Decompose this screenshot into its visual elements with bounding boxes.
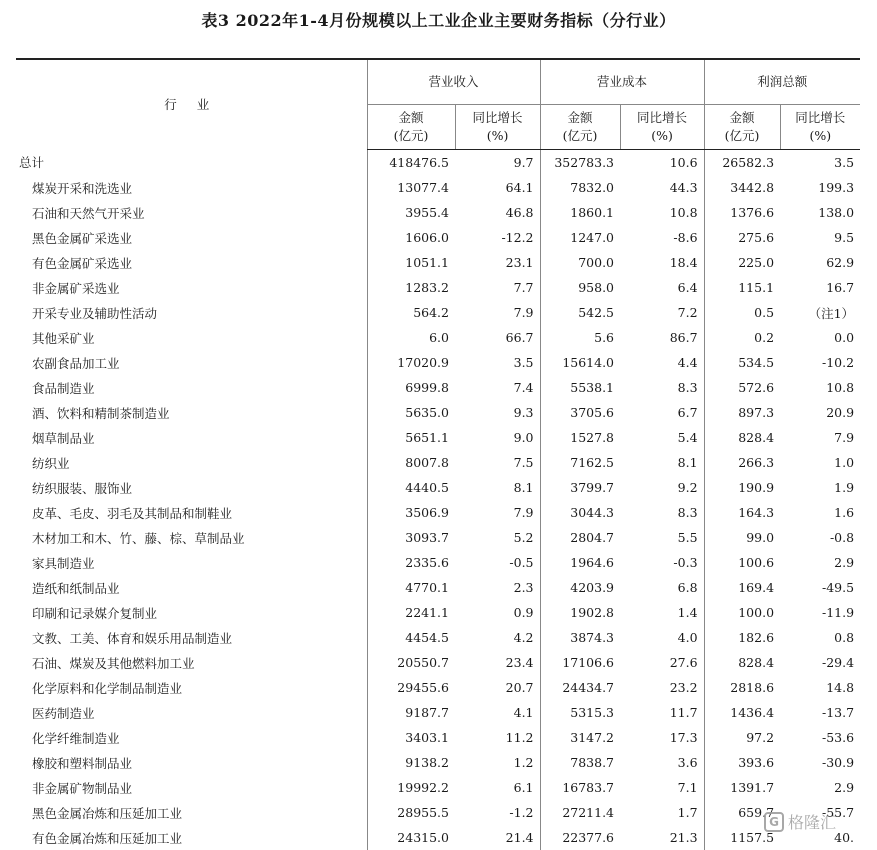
cost-growth-cell: 8.1 <box>677 455 698 470</box>
cost-growth-cell: -0.3 <box>673 555 698 570</box>
cost-growth-cell: 6.8 <box>677 580 698 595</box>
growth-subheader <box>455 105 540 150</box>
revenue-growth-cell: 7.7 <box>513 280 534 295</box>
profit-growth-cell: -0.8 <box>829 530 855 545</box>
revenue-growth-cell: 7.9 <box>513 305 534 320</box>
industry-name: 造纸和纸制品业 <box>32 580 120 596</box>
cost-amount-cell: 542.5 <box>540 300 620 325</box>
profit-growth-cell: 199.3 <box>818 180 855 195</box>
industry-name: 食品制造业 <box>32 380 95 396</box>
table-row <box>16 525 860 550</box>
cost-growth-cell: 8.3 <box>677 380 698 395</box>
revenue-amount-cell: 9187.7 <box>367 700 455 725</box>
revenue-amount-cell: 6.0 <box>367 325 455 350</box>
industry-name: 印刷和记录媒介复制业 <box>32 605 158 621</box>
cost-amount-cell: 7838.7 <box>540 750 620 775</box>
table-row <box>16 375 860 400</box>
revenue-growth-cell: 0.9 <box>513 605 534 620</box>
profit-growth-cell: 16.7 <box>826 280 855 295</box>
cost-growth-cell: 10.6 <box>669 155 698 170</box>
table-row <box>16 575 860 600</box>
cost-amount-cell: 7162.5 <box>540 450 620 475</box>
revenue-growth-cell: 23.4 <box>505 655 534 670</box>
amount-subheader <box>704 105 780 150</box>
revenue-amount-cell: 3403.1 <box>367 725 455 750</box>
profit-amount-cell: 659.7 <box>704 800 780 825</box>
cost-amount-cell: 22377.6 <box>540 825 620 850</box>
table-row <box>16 250 860 275</box>
revenue-growth-cell: 2.3 <box>513 580 534 595</box>
profit-amount-cell: 0.5 <box>704 300 780 325</box>
profit-amount-cell: 164.3 <box>704 500 780 525</box>
amount-unit: (亿元) <box>724 128 760 143</box>
table-row <box>16 700 860 725</box>
profit-growth-cell: 1.0 <box>834 455 855 470</box>
profit-amount-cell: 828.4 <box>704 650 780 675</box>
table-row <box>16 800 860 825</box>
cost-amount-cell: 1527.8 <box>540 425 620 450</box>
profit-amount-cell: 115.1 <box>704 275 780 300</box>
amount-unit: (亿元) <box>393 128 429 143</box>
revenue-amount-cell: 8007.8 <box>367 450 455 475</box>
industry-name: 农副食品加工业 <box>32 355 120 371</box>
revenue-amount-cell: 2335.6 <box>367 550 455 575</box>
cost-amount-cell: 27211.4 <box>540 800 620 825</box>
table-row <box>16 175 860 200</box>
revenue-growth-cell: -1.2 <box>509 805 534 820</box>
industry-name: 文教、工美、体育和娱乐用品制造业 <box>32 630 233 646</box>
table-row <box>16 275 860 300</box>
revenue-amount-cell: 1051.1 <box>367 250 455 275</box>
cost-growth-cell: 7.2 <box>677 305 698 320</box>
profit-amount-cell: 26582.3 <box>704 150 780 176</box>
industry-name: 石油和天然气开采业 <box>32 205 145 221</box>
growth-subheader <box>780 105 860 150</box>
revenue-amount-cell: 20550.7 <box>367 650 455 675</box>
revenue-growth-cell: -0.5 <box>509 555 534 570</box>
revenue-amount-cell: 4770.1 <box>367 575 455 600</box>
profit-growth-cell: 2.9 <box>834 780 855 795</box>
table-row <box>16 225 860 250</box>
revenue-amount-cell: 29455.6 <box>367 675 455 700</box>
revenue-growth-cell: 6.1 <box>513 780 534 795</box>
industry-name: 烟草制品业 <box>32 430 95 446</box>
industry-name: 煤炭开采和洗选业 <box>32 180 133 196</box>
cost-growth-cell: 7.1 <box>677 780 698 795</box>
profit-growth-cell: 62.9 <box>826 255 855 270</box>
amount-label: 金额 <box>398 110 424 125</box>
industry-name: 开采专业及辅助性活动 <box>32 305 158 321</box>
revenue-growth-cell: 46.8 <box>505 205 534 220</box>
profit-amount-cell: 275.6 <box>704 225 780 250</box>
cost-amount-cell: 1860.1 <box>540 200 620 225</box>
amount-label: 金额 <box>729 110 755 125</box>
cost-amount-cell: 3874.3 <box>540 625 620 650</box>
revenue-growth-cell: 11.2 <box>505 730 534 745</box>
table-row <box>16 450 860 475</box>
industry-name: 黑色金属冶炼和压延加工业 <box>32 805 183 821</box>
cost-amount-cell: 5315.3 <box>540 700 620 725</box>
growth-label: 同比增长 <box>795 110 846 125</box>
industry-name: 医药制造业 <box>32 705 95 721</box>
table-row <box>16 625 860 650</box>
cost-growth-cell: 5.4 <box>677 430 698 445</box>
profit-growth-cell: 7.9 <box>834 430 855 445</box>
profit-growth-cell: -11.9 <box>821 605 855 620</box>
profit-growth-cell: -30.9 <box>821 755 855 770</box>
revenue-growth-cell: 20.7 <box>505 680 534 695</box>
revenue-growth-cell: 9.3 <box>513 405 534 420</box>
profit-growth-cell: -13.7 <box>821 705 855 720</box>
profit-amount-cell: 1436.4 <box>704 700 780 725</box>
cost-growth-cell: 23.2 <box>669 680 698 695</box>
cost-amount-cell: 4203.9 <box>540 575 620 600</box>
profit-growth-cell: 14.8 <box>826 680 855 695</box>
cost-growth-cell: 17.3 <box>669 730 698 745</box>
cost-amount-cell: 700.0 <box>540 250 620 275</box>
cost-growth-cell: 86.7 <box>669 330 698 345</box>
cost-growth-cell: 9.2 <box>677 480 698 495</box>
profit-growth-cell: -55.7 <box>821 805 855 820</box>
cost-amount-cell: 17106.6 <box>540 650 620 675</box>
cost-growth-cell: 1.7 <box>677 805 698 820</box>
cost-growth-cell: 6.7 <box>677 405 698 420</box>
profit-amount-cell: 3442.8 <box>704 175 780 200</box>
amount-unit: (亿元) <box>562 128 598 143</box>
revenue-amount-cell: 24315.0 <box>367 825 455 850</box>
revenue-growth-cell: 7.5 <box>513 455 534 470</box>
revenue-growth-cell: 9.7 <box>513 155 534 170</box>
cost-growth-cell: 3.6 <box>677 755 698 770</box>
revenue-growth-cell: 3.5 <box>513 355 534 370</box>
cost-growth-cell: 11.7 <box>669 705 698 720</box>
profit-growth-cell: 10.8 <box>826 380 855 395</box>
industry-name: 非金属矿采选业 <box>32 280 120 296</box>
revenue-amount-cell: 1283.2 <box>367 275 455 300</box>
revenue-amount-cell: 28955.5 <box>367 800 455 825</box>
profit-amount-cell: 1157.5 <box>704 825 780 850</box>
profit-growth-cell: -49.5 <box>821 580 855 595</box>
amount-subheader <box>540 105 620 150</box>
cost-growth-cell: 27.6 <box>669 655 698 670</box>
industry-name: 纺织业 <box>32 455 70 471</box>
cost-amount-cell: 352783.3 <box>540 150 620 176</box>
growth-subheader <box>620 105 704 150</box>
profit-amount-cell: 190.9 <box>704 475 780 500</box>
table-row <box>16 400 860 425</box>
profit-amount-cell: 266.3 <box>704 450 780 475</box>
profit-amount-cell: 393.6 <box>704 750 780 775</box>
table-row <box>16 150 860 176</box>
cost-amount-cell: 16783.7 <box>540 775 620 800</box>
revenue-growth-cell: 23.1 <box>505 255 534 270</box>
revenue-growth-cell: 21.4 <box>505 830 534 845</box>
cost-growth-cell: 10.8 <box>669 205 698 220</box>
revenue-growth-cell: 7.4 <box>513 380 534 395</box>
profit-growth-cell: （注1） <box>808 305 855 321</box>
growth-label: 同比增长 <box>472 110 523 125</box>
profit-growth-cell: 0.0 <box>834 330 855 345</box>
cost-amount-cell: 958.0 <box>540 275 620 300</box>
cost-growth-cell: 44.3 <box>669 180 698 195</box>
industry-name: 家具制造业 <box>32 555 95 571</box>
revenue-amount-cell: 5651.1 <box>367 425 455 450</box>
revenue-amount-cell: 6999.8 <box>367 375 455 400</box>
growth-unit: (%) <box>809 128 832 143</box>
profit-amount-cell: 572.6 <box>704 375 780 400</box>
profit-growth-cell: 3.5 <box>834 155 855 170</box>
industry-name: 皮革、毛皮、羽毛及其制品和制鞋业 <box>32 505 233 521</box>
table-row <box>16 825 860 850</box>
cost-growth-cell: 18.4 <box>669 255 698 270</box>
cost-growth-cell: 4.4 <box>677 355 698 370</box>
industry-name: 有色金属冶炼和压延加工业 <box>32 830 183 846</box>
revenue-growth-cell: -12.2 <box>501 230 534 245</box>
table-row <box>16 425 860 450</box>
industry-header: 行 业 <box>16 59 367 150</box>
revenue-amount-cell: 5635.0 <box>367 400 455 425</box>
table-row <box>16 550 860 575</box>
watermark <box>764 810 836 833</box>
profit-amount-cell: 99.0 <box>704 525 780 550</box>
profit-growth-cell: 40. <box>834 830 855 845</box>
table-row <box>16 600 860 625</box>
industry-name: 其他采矿业 <box>32 330 95 346</box>
profit-amount-cell: 169.4 <box>704 575 780 600</box>
cost-amount-cell: 24434.7 <box>540 675 620 700</box>
watermark-logo-icon: G <box>764 812 784 832</box>
cost-growth-cell: 21.3 <box>669 830 698 845</box>
industry-name: 化学原料和化学制品制造业 <box>32 680 183 696</box>
table-row <box>16 500 860 525</box>
revenue-amount-cell: 4440.5 <box>367 475 455 500</box>
table-row <box>16 725 860 750</box>
cost-amount-cell: 15614.0 <box>540 350 620 375</box>
revenue-amount-cell: 13077.4 <box>367 175 455 200</box>
revenue-amount-cell: 3506.9 <box>367 500 455 525</box>
cost-growth-cell: 8.3 <box>677 505 698 520</box>
financial-indicators-table <box>16 58 860 850</box>
profit-growth-cell: 1.6 <box>834 505 855 520</box>
profit-amount-cell: 1391.7 <box>704 775 780 800</box>
revenue-amount-cell: 2241.1 <box>367 600 455 625</box>
cost-amount-cell: 2804.7 <box>540 525 620 550</box>
industry-name: 酒、饮料和精制茶制造业 <box>32 405 170 421</box>
profit-amount-cell: 182.6 <box>704 625 780 650</box>
cost-growth-cell: 5.5 <box>677 530 698 545</box>
revenue-amount-cell: 3955.4 <box>367 200 455 225</box>
revenue-growth-cell: 4.2 <box>513 630 534 645</box>
cost-amount-cell: 7832.0 <box>540 175 620 200</box>
profit-amount-cell: 225.0 <box>704 250 780 275</box>
cost-amount-cell: 3799.7 <box>540 475 620 500</box>
profit-amount-cell: 534.5 <box>704 350 780 375</box>
profit-amount-cell: 2818.6 <box>704 675 780 700</box>
amount-label: 金额 <box>567 110 593 125</box>
table-row <box>16 475 860 500</box>
cost-group-header: 营业成本 <box>540 59 704 105</box>
profit-amount-cell: 100.6 <box>704 550 780 575</box>
profit-amount-cell: 897.3 <box>704 400 780 425</box>
industry-name: 总计 <box>19 155 45 171</box>
revenue-group-header: 营业收入 <box>367 59 540 105</box>
revenue-amount-cell: 17020.9 <box>367 350 455 375</box>
revenue-amount-cell: 3093.7 <box>367 525 455 550</box>
revenue-amount-cell: 4454.5 <box>367 625 455 650</box>
industry-name: 纺织服装、服饰业 <box>32 480 133 496</box>
table-row <box>16 200 860 225</box>
table-row <box>16 675 860 700</box>
revenue-amount-cell: 564.2 <box>367 300 455 325</box>
profit-growth-cell: 1.9 <box>834 480 855 495</box>
revenue-amount-cell: 9138.2 <box>367 750 455 775</box>
revenue-growth-cell: 66.7 <box>505 330 534 345</box>
revenue-growth-cell: 4.1 <box>513 705 534 720</box>
profit-amount-cell: 0.2 <box>704 325 780 350</box>
revenue-growth-cell: 1.2 <box>513 755 534 770</box>
table-row <box>16 750 860 775</box>
industry-name: 有色金属矿采选业 <box>32 255 133 271</box>
profit-group-header: 利润总额 <box>704 59 860 105</box>
cost-growth-cell: 1.4 <box>677 605 698 620</box>
cost-growth-cell: 4.0 <box>677 630 698 645</box>
cost-amount-cell: 5.6 <box>540 325 620 350</box>
profit-growth-cell: 0.8 <box>834 630 855 645</box>
industry-name: 黑色金属矿采选业 <box>32 230 133 246</box>
cost-amount-cell: 3044.3 <box>540 500 620 525</box>
profit-amount-cell: 100.0 <box>704 600 780 625</box>
revenue-growth-cell: 64.1 <box>505 180 534 195</box>
table-row <box>16 325 860 350</box>
table-title: 表3 2022年1-4月份规模以上工业企业主要财务指标（分行业） <box>201 11 676 30</box>
growth-unit: (%) <box>486 128 509 143</box>
cost-amount-cell: 1964.6 <box>540 550 620 575</box>
profit-growth-cell: 138.0 <box>818 205 855 220</box>
profit-growth-cell: 20.9 <box>826 405 855 420</box>
table-row <box>16 650 860 675</box>
profit-growth-cell: 2.9 <box>834 555 855 570</box>
cost-amount-cell: 5538.1 <box>540 375 620 400</box>
revenue-amount-cell: 418476.5 <box>367 150 455 176</box>
amount-subheader <box>367 105 455 150</box>
industry-name: 化学纤维制造业 <box>32 730 120 746</box>
table-row <box>16 300 860 325</box>
cost-growth-cell: 6.4 <box>677 280 698 295</box>
profit-amount-cell: 1376.6 <box>704 200 780 225</box>
table-row <box>16 350 860 375</box>
profit-amount-cell: 828.4 <box>704 425 780 450</box>
profit-growth-cell: -10.2 <box>821 355 855 370</box>
cost-amount-cell: 3705.6 <box>540 400 620 425</box>
cost-amount-cell: 1902.8 <box>540 600 620 625</box>
profit-growth-cell: -53.6 <box>821 730 855 745</box>
growth-unit: (%) <box>651 128 673 143</box>
industry-name: 非金属矿物制品业 <box>32 780 133 796</box>
table-row <box>16 775 860 800</box>
industry-name: 木材加工和木、竹、藤、棕、草制品业 <box>32 530 245 546</box>
revenue-growth-cell: 5.2 <box>513 530 534 545</box>
profit-amount-cell: 97.2 <box>704 725 780 750</box>
revenue-amount-cell: 19992.2 <box>367 775 455 800</box>
watermark-text: 格隆汇 <box>788 813 837 832</box>
revenue-growth-cell: 8.1 <box>513 480 534 495</box>
revenue-growth-cell: 9.0 <box>513 430 534 445</box>
revenue-amount-cell: 1606.0 <box>367 225 455 250</box>
cost-growth-cell: -8.6 <box>673 230 698 245</box>
profit-growth-cell: 9.5 <box>834 230 855 245</box>
growth-label: 同比增长 <box>637 110 688 125</box>
profit-growth-cell: -29.4 <box>821 655 855 670</box>
revenue-growth-cell: 7.9 <box>513 505 534 520</box>
cost-amount-cell: 1247.0 <box>540 225 620 250</box>
industry-name: 橡胶和塑料制品业 <box>32 755 133 771</box>
cost-amount-cell: 3147.2 <box>540 725 620 750</box>
industry-name: 石油、煤炭及其他燃料加工业 <box>32 655 195 671</box>
